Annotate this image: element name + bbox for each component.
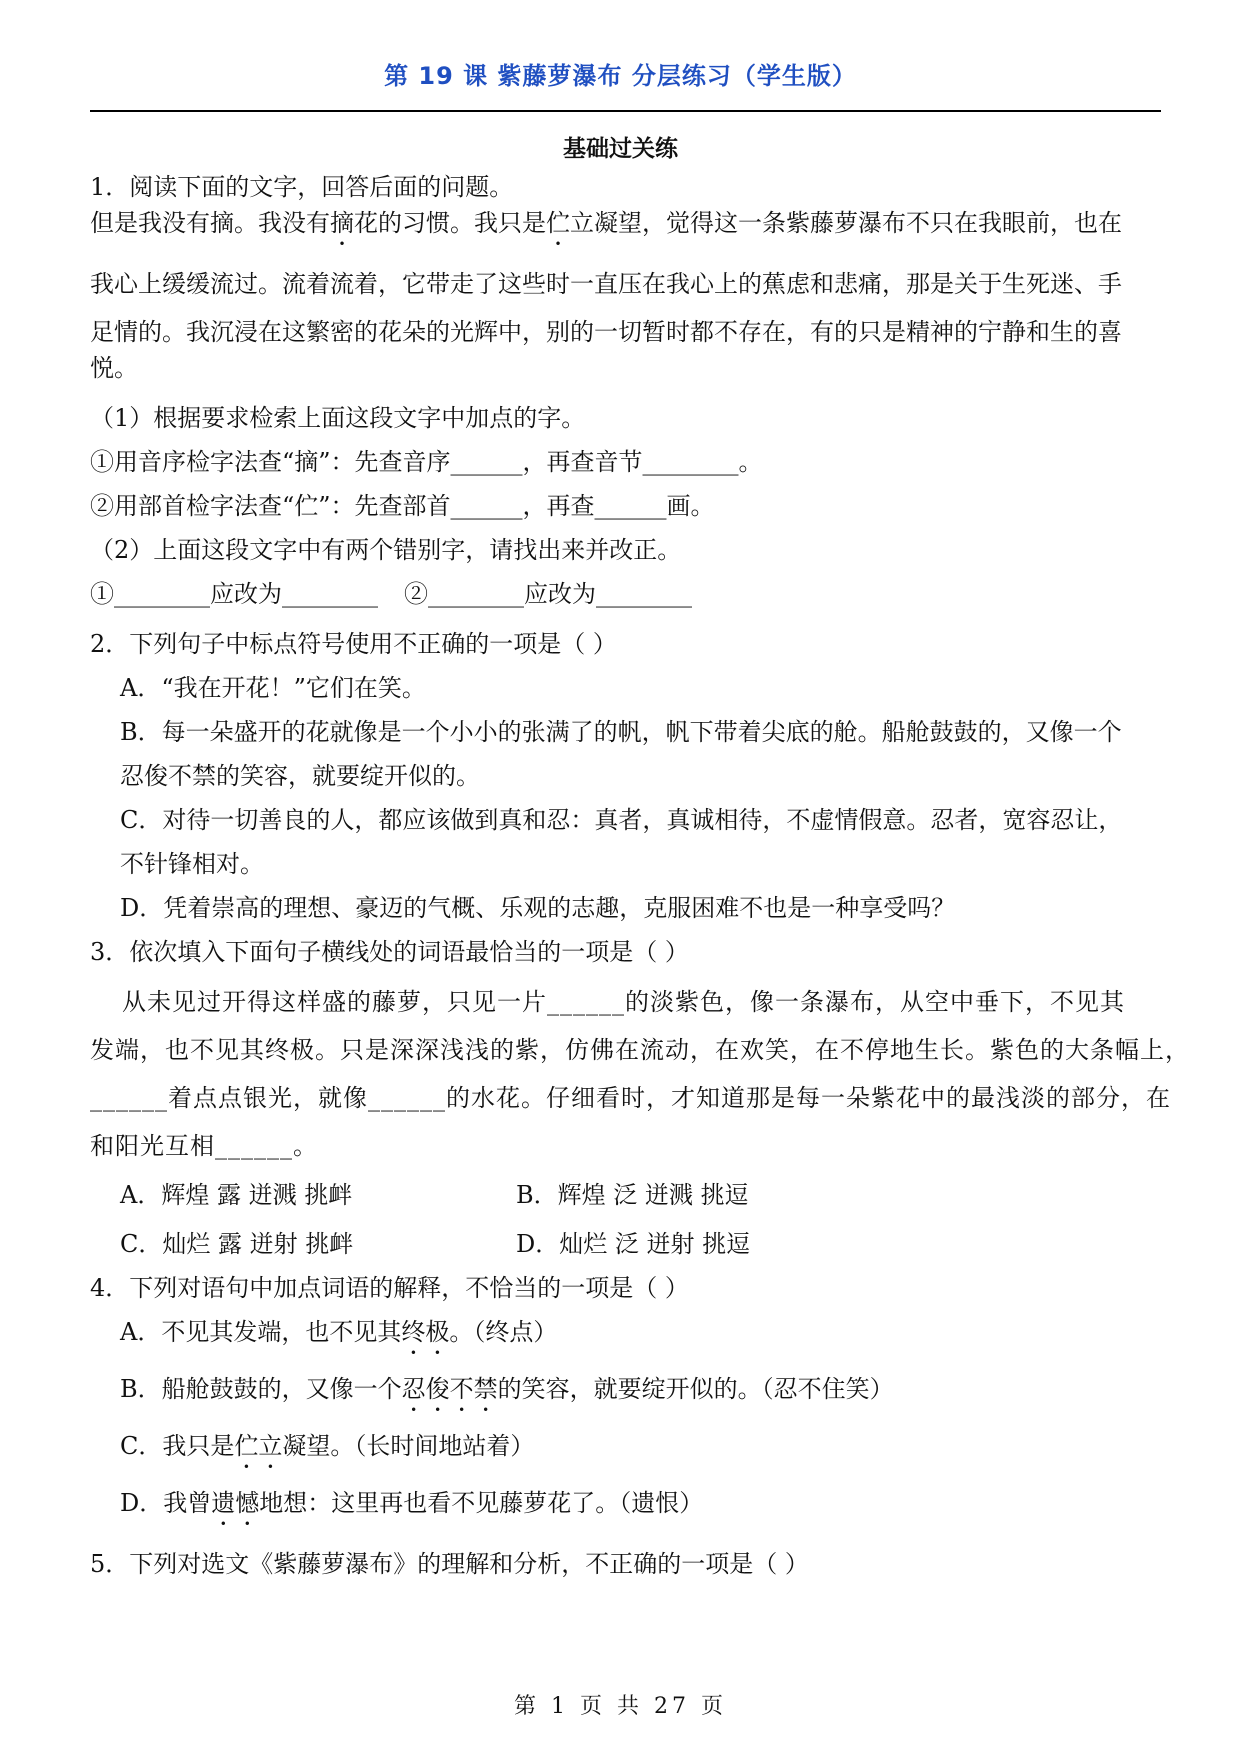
option-b-cont: 忍俊不禁的笑容，就要绽开似的。 xyxy=(120,762,480,790)
option-row xyxy=(90,1224,1161,1259)
option-d: D．灿烂 泛 迸射 挑逗 xyxy=(516,1230,751,1258)
passage-line: 发端，也不见其终极。只是深深浅浅的紫，仿佛在流动，在欢笑，在不停地生长。紫色的大条幅上， xyxy=(90,1036,1190,1064)
dotted-word: 伫立 xyxy=(234,1432,283,1460)
question-stem: 1．阅读下面的文字，回答后面的问题。 xyxy=(90,173,514,201)
question-4 xyxy=(90,1273,1161,1531)
option-a: A．不见其发端，也不见其终极。（终点） xyxy=(120,1318,558,1346)
option-c: C．对待一切善良的人，都应该做到真和忍：真者，真诚相待，不虚情假意。忍者，宽容忍让， xyxy=(120,806,1123,834)
question-stem: 5．下列对选文《紫藤萝瀑布》的理解和分析，不正确的一项是（ ） xyxy=(90,1550,809,1578)
page-footer: 第 1 页 共 27 页 xyxy=(514,1694,727,1719)
question-3 xyxy=(90,937,1190,1259)
option-a: A．辉煌 露 迸溅 挑衅 xyxy=(120,1181,353,1209)
option-b: B．辉煌 泛 迸溅 挑逗 xyxy=(516,1181,749,1209)
dotted-word: 终极 xyxy=(401,1318,450,1346)
option-row xyxy=(90,1175,1161,1210)
option-b: B．每一朵盛开的花就像是一个小小的张满了的帆，帆下带着尖底的舱。船舱鼓鼓的，又像一个 xyxy=(120,718,1122,746)
passage-line: 和阳光互相______。 xyxy=(90,1132,318,1160)
passage-line: 我心上缓缓流过。流着流着，它带走了这些时一直压在我心上的蕉虑和悲痛，那是关于生死迷、手 xyxy=(90,270,1122,298)
fill-blank-line: ②用部首检字法查“伫”：先查部首______，再查______画。 xyxy=(90,492,715,520)
option-d: D．凭着崇高的理想、豪迈的气概、乐观的志趣，克服困难不也是一种享受吗？ xyxy=(120,894,956,922)
question-2 xyxy=(90,629,1161,923)
question-5 xyxy=(90,1549,1161,1579)
sub-question: （2）上面这段文字中有两个错别字，请找出来并改正。 xyxy=(90,536,682,564)
fill-blank-line: ①用音序检字法查“摘”：先查音序______，再查音节________。 xyxy=(90,448,763,476)
option-d: D．我曾遗憾地想：这里再也看不见藤萝花了。（遗恨） xyxy=(120,1489,704,1517)
option-a: A．“我在开花！”它们在笑。 xyxy=(120,674,426,702)
header-divider xyxy=(90,110,1161,112)
dotted-char: 摘 xyxy=(330,209,354,237)
option-c: C．灿烂 露 迸射 挑衅 xyxy=(120,1230,354,1258)
sub-question: （1）根据要求检索上面这段文字中加点的字。 xyxy=(90,404,586,432)
question-1 xyxy=(90,172,1161,609)
page-title: 第 19 课 紫藤萝瀑布 分层练习（学生版） xyxy=(384,62,857,90)
passage-line: ______着点点银光，就像______的水花。仔细看时，才知道那是每一朵紫花中的最浅淡的部分，在 xyxy=(90,1084,1171,1112)
option-c-cont: 不针锋相对。 xyxy=(120,850,264,878)
document-body xyxy=(90,172,1190,1579)
question-stem: 4．下列对语句中加点词语的解释，不恰当的一项是（ ） xyxy=(90,1274,689,1302)
fill-blank-line: ①________应改为________ ②________应改为________ xyxy=(90,580,692,608)
dotted-word: 忍俊不禁 xyxy=(401,1375,498,1403)
option-c: C．我只是伫立凝望。（长时间地站着） xyxy=(120,1432,535,1460)
question-stem: 2．下列句子中标点符号使用不正确的一项是（ ） xyxy=(90,630,617,658)
question-stem: 3．依次填入下面句子横线处的词语最恰当的一项是（ ） xyxy=(90,938,689,966)
dotted-word: 遗憾 xyxy=(211,1489,260,1517)
section-title: 基础过关练 xyxy=(563,136,678,162)
passage-line: 但是我没有摘。我没有摘花的习惯。我只是伫立凝望，觉得这一条紫藤萝瀑布不只在我眼前，也在 xyxy=(90,209,1122,237)
passage-line: 悦。 xyxy=(90,354,138,382)
dotted-char: 伫 xyxy=(546,209,570,237)
option-b: B．船舱鼓鼓的，又像一个忍俊不禁的笑容，就要绽开似的。（忍不住笑） xyxy=(120,1375,894,1403)
passage-line: 足情的。我沉浸在这繁密的花朵的光辉中，别的一切暂时都不存在，有的只是精神的宁静和生的喜 xyxy=(90,318,1122,346)
passage-line: 从未见过开得这样盛的藤萝，只见一片______的淡紫色，像一条瀑布，从空中垂下，不见其 xyxy=(122,988,1125,1016)
